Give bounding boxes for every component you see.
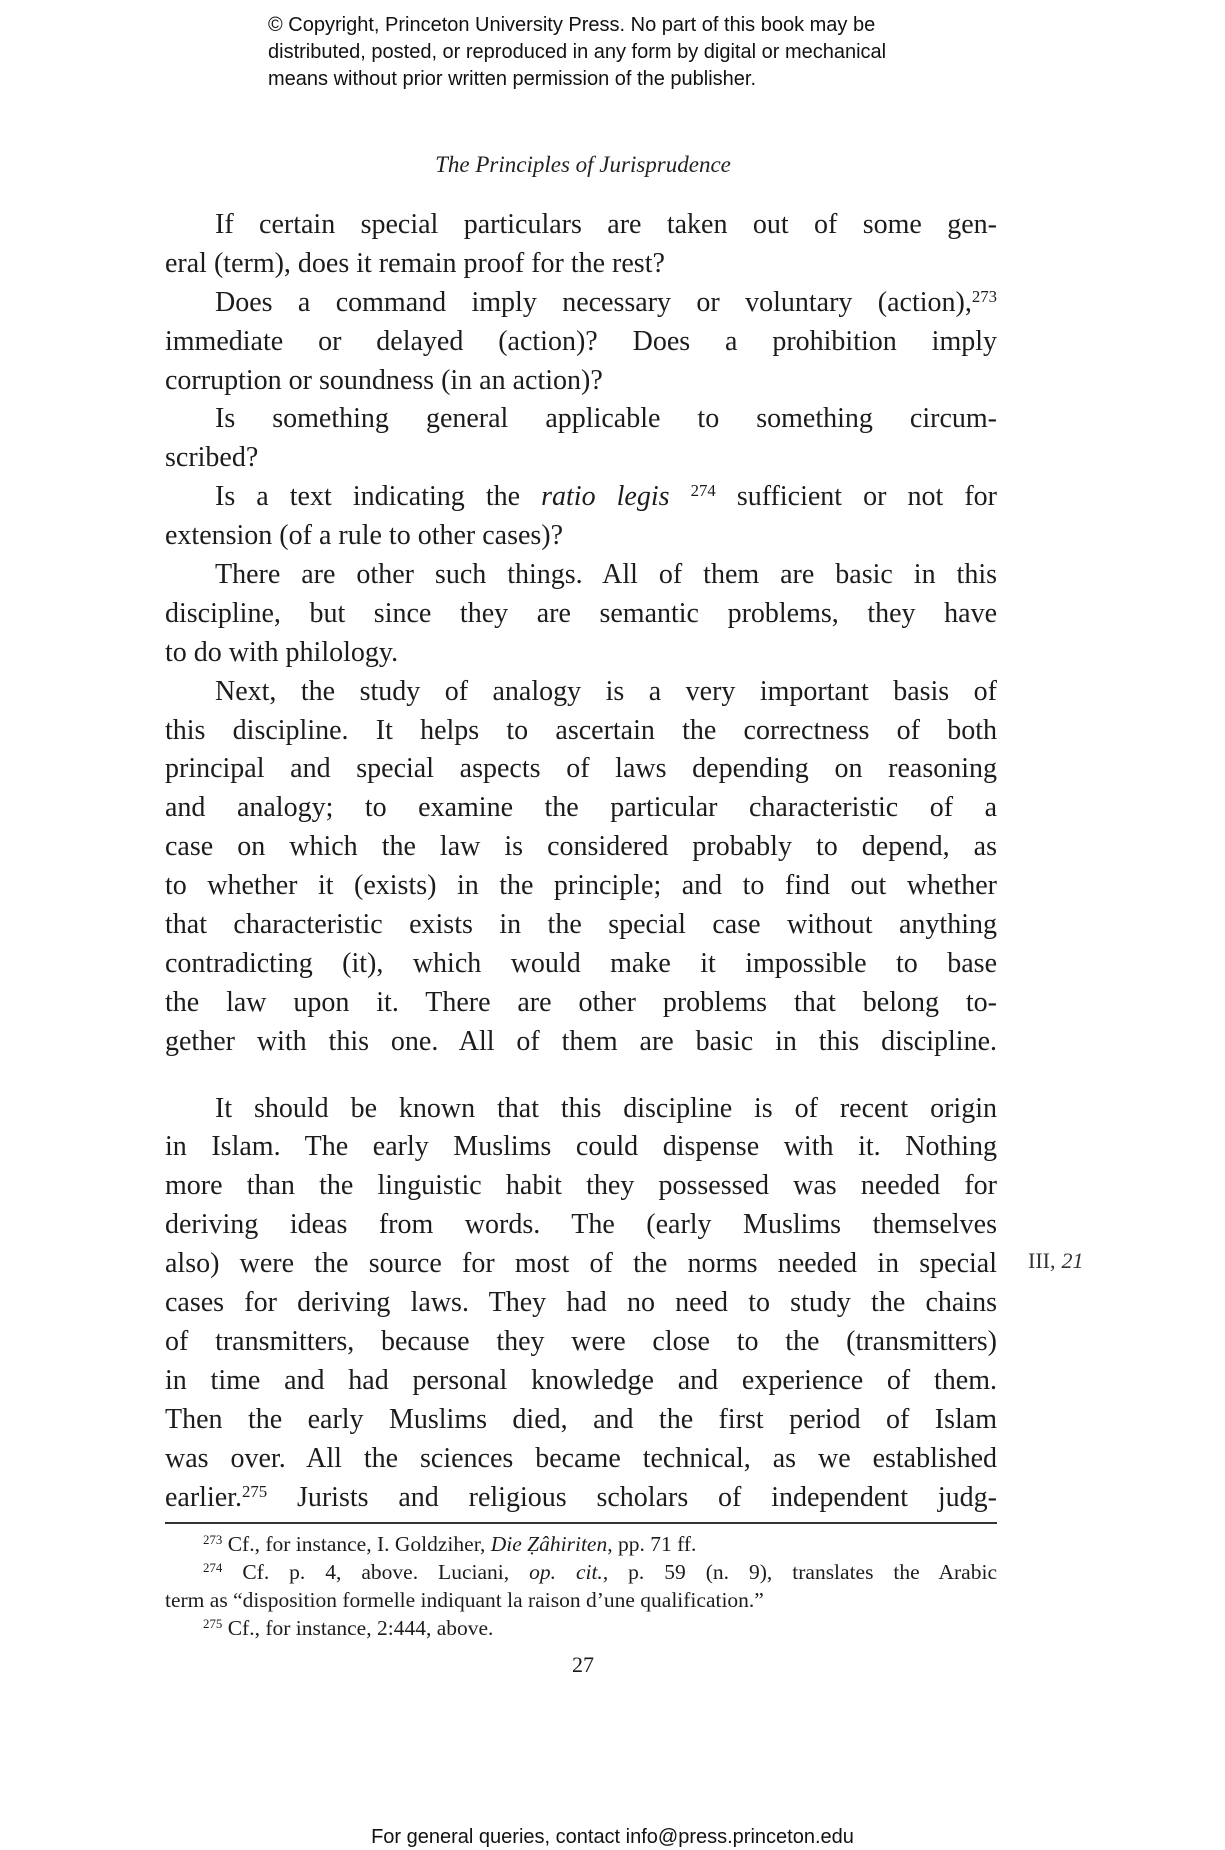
text: in Islam. The early Muslims could dispense with it. Nothing <box>165 1131 997 1163</box>
body-line <box>165 400 997 439</box>
text: , p. 59 (n. 9), translates the Arabic <box>602 1560 997 1584</box>
text: Is something general applicable to something circum- <box>215 403 997 435</box>
text: was over. All the sciences became technical, as we established <box>165 1442 997 1474</box>
footnote-ref: 274 <box>690 481 716 500</box>
body-line <box>165 284 997 323</box>
footnote-line <box>165 1558 997 1586</box>
footnote-ref: 275 <box>241 1481 268 1501</box>
text: this discipline. It helps to ascertain the correctness of both <box>165 714 997 746</box>
copyright-line: means without prior written permission of the publisher. <box>268 68 757 90</box>
italic-text: Die Ẓâhiriten <box>490 1532 608 1556</box>
text: principal and special aspects of laws depending on reasoning <box>165 753 997 785</box>
text: Then the early Muslims died, and the first period of Islam <box>165 1403 997 1435</box>
body-line <box>165 1090 997 1129</box>
paragraph-gap <box>165 1062 997 1090</box>
footnote-rule <box>165 1522 997 1524</box>
text: Is a text indicating the <box>215 481 542 513</box>
text: deriving ideas from words. The (early Muslims themselves <box>165 1209 997 1241</box>
body-line <box>165 439 997 478</box>
body-line <box>165 362 997 401</box>
body-line <box>165 1323 997 1362</box>
text: term as “disposition formelle indiquant la raison d’une qualification.” <box>165 1588 764 1612</box>
text: Cf., for instance, 2:444, above. <box>222 1616 494 1640</box>
footnote-line <box>165 1530 997 1558</box>
italic-text: ratio legis <box>541 481 670 513</box>
body-line <box>165 945 997 984</box>
body-line <box>165 1401 997 1440</box>
text: corruption or soundness (in an action)? <box>165 364 603 396</box>
page-number: 27 <box>572 1652 594 1677</box>
body-line <box>165 1440 997 1479</box>
text: of transmitters, because they were close to the (transmitters) <box>165 1325 997 1357</box>
body-line <box>165 1023 997 1062</box>
text: the law upon it. There are other problems that belong to- <box>165 986 997 1018</box>
text: eral (term), does it remain proof for the rest? <box>165 247 665 279</box>
body-line <box>165 323 997 362</box>
body-line <box>165 1245 997 1284</box>
body-line <box>165 673 997 712</box>
text: discipline, but since they are semantic problems, they have <box>165 597 997 629</box>
margin-volume: III, <box>1028 1248 1056 1273</box>
text: Does a command imply necessary or voluntary (action), <box>215 286 972 318</box>
body-line <box>165 750 997 789</box>
text: also) were the source for most of the norms needed in special <box>165 1248 997 1280</box>
body-line <box>165 245 997 284</box>
footnote-line <box>165 1586 997 1614</box>
text: There are other such things. All of them are basic in this <box>215 559 997 591</box>
text: It should be known that this discipline is of recent origin <box>215 1092 997 1124</box>
body-line <box>165 984 997 1023</box>
body-line <box>165 556 997 595</box>
margin-page: 21 <box>1061 1248 1084 1273</box>
body-line <box>165 634 997 673</box>
footnotes <box>165 1530 997 1642</box>
text: Cf. p. 4, above. Luciani, <box>222 1560 530 1584</box>
copyright-line: © Copyright, Princeton University Press. No part of this book may be <box>268 14 876 36</box>
body-line <box>165 1128 997 1167</box>
text: contradicting (it), which would make it impossible to base <box>165 947 997 979</box>
footnote-ref: 275 <box>203 1616 223 1631</box>
text <box>670 481 691 512</box>
italic-text: op. cit. <box>529 1560 603 1584</box>
text: that characteristic exists in the special case without anything <box>165 909 997 941</box>
margin-reference <box>1028 1248 1083 1274</box>
text: cases for deriving laws. They had no need to study the chains <box>165 1287 997 1319</box>
footnote-ref: 274 <box>203 1560 223 1575</box>
text: sufficient or not for <box>715 481 997 513</box>
body-line <box>165 1479 997 1518</box>
body-line <box>165 478 997 517</box>
running-head: The Principles of Jurisprudence <box>435 152 731 177</box>
body-line <box>165 595 997 634</box>
text: earlier. <box>165 1481 242 1513</box>
body-line <box>165 789 997 828</box>
text: in time and had personal knowledge and experience of them. <box>165 1364 997 1396</box>
body-line <box>165 867 997 906</box>
footnote-ref: 273 <box>971 286 997 306</box>
text: gether with this one. All of them are basic in this discipline. <box>165 1025 997 1057</box>
text: case on which the law is considered probably to depend, as <box>165 831 997 863</box>
body-line <box>165 906 997 945</box>
body-line <box>165 1284 997 1323</box>
footnote-ref: 273 <box>203 1532 223 1547</box>
copyright-line: distributed, posted, or reproduced in any form by digital or mechanical <box>268 41 887 63</box>
body-line <box>165 517 997 556</box>
footnote-line <box>165 1614 997 1642</box>
text: to whether it (exists) in the principle; and to find out whether <box>165 870 997 902</box>
text: Next, the study of analogy is a very important basis of <box>215 675 997 707</box>
text: scribed? <box>165 442 259 474</box>
copyright-notice <box>268 12 886 93</box>
body-line <box>165 1362 997 1401</box>
body-line <box>165 1167 997 1206</box>
text: immediate or delayed (action)? Does a prohibition imply <box>165 325 997 357</box>
body-line <box>165 712 997 751</box>
text: extension (of a rule to other cases)? <box>165 520 564 552</box>
text: Cf., for instance, I. Goldziher, <box>222 1532 491 1556</box>
body-line <box>165 1206 997 1245</box>
body-line <box>165 206 997 245</box>
text: Jurists and religious scholars of independent judg- <box>267 1481 997 1513</box>
body-line <box>165 828 997 867</box>
body-text <box>165 206 997 1517</box>
text: to do with philology. <box>165 636 399 668</box>
text: and analogy; to examine the particular characteristic of a <box>165 792 997 824</box>
text: more than the linguistic habit they possessed was needed for <box>165 1170 997 1202</box>
footer-contact: For general queries, contact info@press.princeton.edu <box>371 1826 854 1848</box>
text: , pp. 71 ff. <box>607 1532 697 1556</box>
text: If certain special particulars are taken out of some gen- <box>215 209 997 240</box>
